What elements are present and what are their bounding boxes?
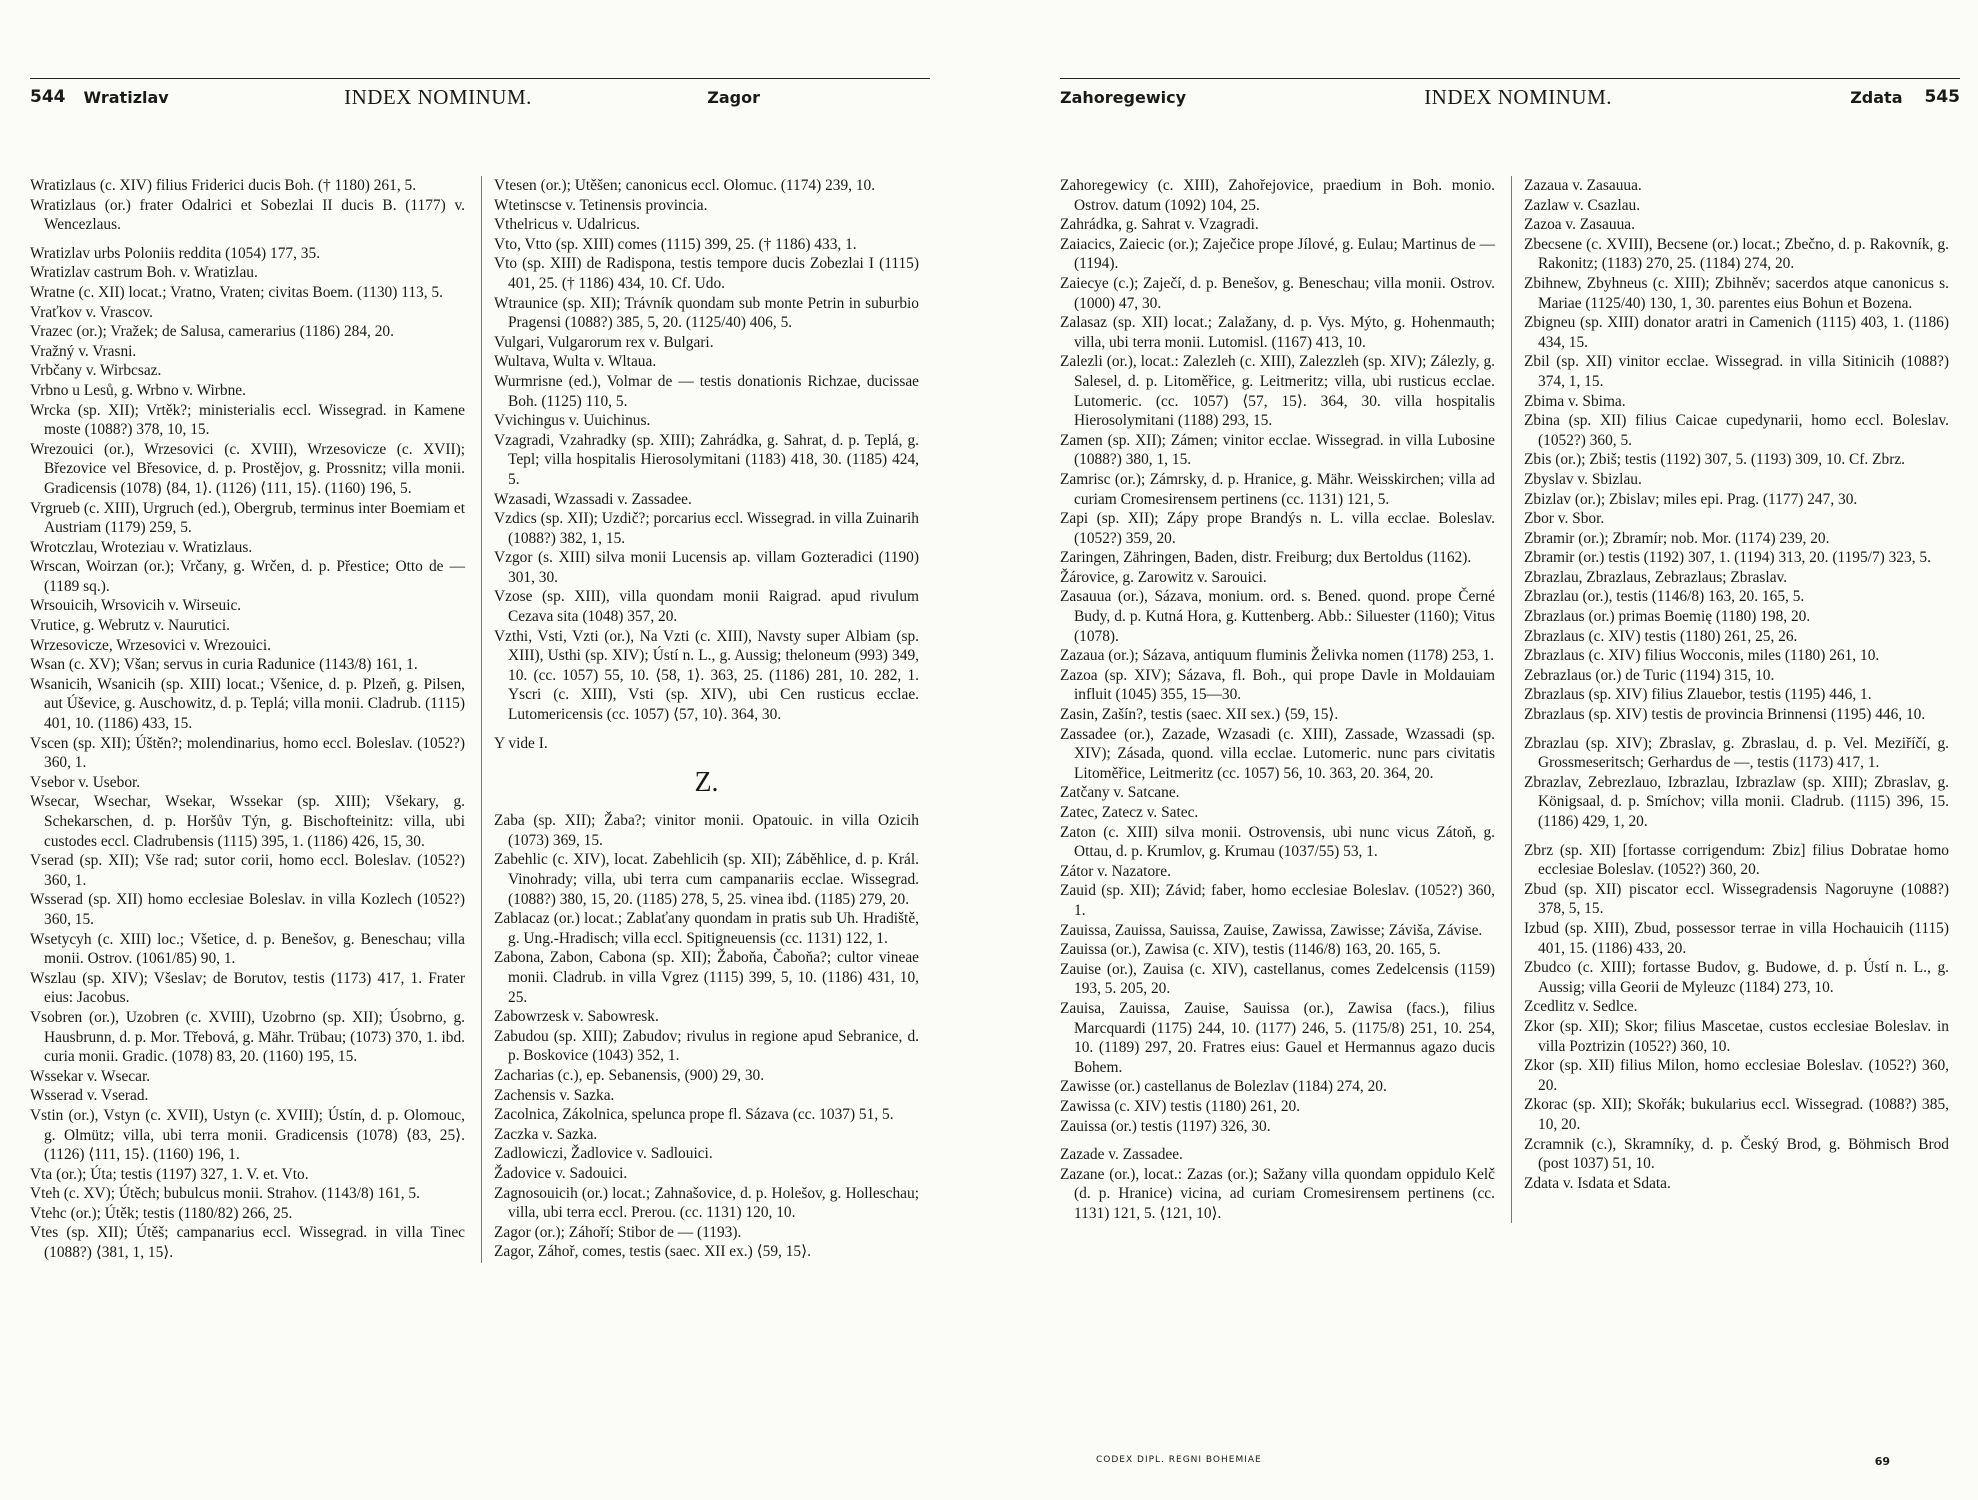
- index-entry: Zassadee (or.), Zazade, Wzasadi (c. XIII), Zassade, Wzassadi (sp. XIV); Zásada, quond. villa ecclae. Lutomeric. nunc pars civitatis Litoměřice, Leitmeritz (cc. 1057) 56, 10. 363, 20. 364, 20.: [1060, 725, 1495, 782]
- left-page-number: 544: [30, 87, 66, 107]
- index-entry: Žárovice, g. Zarowitz v. Sarouici.: [1060, 568, 1267, 586]
- right-headword-end: Zdata: [1850, 87, 1903, 107]
- index-entry: Zebrazlaus (or.) de Turic (1194) 315, 10.: [1524, 666, 1775, 684]
- index-entry: Wratizlaus (or.) frater Odalrici et Sobezlai II ducis B. (1177) v. Wencezlaus.: [30, 196, 465, 234]
- index-entry: Zkorac (sp. XII); Skořák; bukularius eccl. Wissegrad. (1088?) 385, 10, 20.: [1524, 1096, 1949, 1133]
- index-entry: Žadovice v. Sadouici.: [494, 1164, 628, 1182]
- index-entry: Wratne (c. XII) locat.; Vratno, Vraten; civitas Boem. (1130) 113, 5.: [30, 283, 443, 301]
- index-entry: Zauid (sp. XII); Závid; faber, homo ecclesiae Boleslav. (1052?) 360, 1.: [1060, 882, 1495, 919]
- right-page-number: 545: [1924, 87, 1960, 107]
- index-entry: Zbil (sp. XII) vinitor ecclae. Wissegrad. in villa Sitinicih (1088?) 374, 1, 15.: [1524, 353, 1949, 390]
- signature-number: 69: [1874, 1455, 1890, 1468]
- index-entry: Zbor v. Sbor.: [1524, 510, 1605, 528]
- index-entry: Vzgor (s. XIII) silva monii Lucensis ap. villam Gozteradici (1190) 301, 30.: [494, 549, 919, 586]
- index-entry: Zazaua (or.); Sázava, antiquum fluminis Želivka nomen (1178) 253, 1.: [1060, 647, 1495, 665]
- right-column-2: [1511, 176, 1949, 1223]
- right-headword-start: Zahoregewicy: [1060, 87, 1187, 107]
- index-entry: Wurmrisne (ed.), Volmar de — testis donationis Richzae, ducissae Boh. (1125) 110, 5.: [494, 372, 919, 410]
- index-entry: Zazoa (sp. XIV); Sázava, fl. Boh., qui prope Davle in Moldauiam influit (1045) 355, 15—30.: [1060, 666, 1495, 704]
- index-entry: Vsebor v. Usebor.: [30, 773, 141, 791]
- left-running-header: [30, 78, 930, 115]
- index-entry: Zbrazlaus (c. XIV) filius Wocconis, miles (1180) 261, 10.: [1524, 647, 1880, 665]
- left-headword-end: Zagor: [707, 87, 760, 107]
- index-entry: Zbrazlaus (sp. XIV) filius Zlauebor, testis (1195) 446, 1.: [1524, 686, 1872, 704]
- index-entry: Wsserad v. Vserad.: [30, 1087, 149, 1105]
- index-entry: Vzose (sp. XIII), villa quondam monii Raigrad. apud rivulum Cezava sita (1048) 357, 20.: [494, 588, 919, 626]
- left-headword-start: Wratizlav: [83, 87, 169, 107]
- index-entry: Zacharias (c.), ep. Sebanensis, (900) 29, 30.: [494, 1066, 765, 1084]
- index-entry: Wultava, Wulta v. Wltaua.: [494, 353, 657, 371]
- index-entry: Wratizlav urbs Poloniis reddita (1054) 177, 35.: [30, 244, 321, 262]
- index-entry: Zalezli (or.), locat.: Zalezleh (c. XIII), Zalezzleh (sp. XIV); Zálezly, g. Salesel, d. p. Litoměřice, g. Leitmeritz; villa, ubi rusticus ecclae. Lutomeric. (cc. 1057) ⟨57, 15⟩. 364, 30. villa hospitalis Hierosolymitani (1188) 293, 15.: [1060, 353, 1495, 430]
- index-entry: Vto (sp. XIII) de Radispona, testis tempore ducis Zobezlai I (1115) 401, 25. († 1186) 434, 10. Cf. Udo.: [494, 255, 919, 292]
- right-running-header: [1060, 78, 1960, 115]
- index-entry: Wsetycyh (c. XIII) loc.; Všetice, d. p. Benešov, g. Beneschau; villa monii. Ostrov. (1061/85) 90, 1.: [30, 930, 465, 968]
- index-entry: Zalasaz (sp. XII) locat.; Zalažany, d. p. Vys. Mýto, g. Hohenmauth; villa, ubi terra monii. Lutomisl. (1167) 413, 10.: [1060, 314, 1495, 351]
- index-entry: Wrzesovicze, Wrzesovici v. Wrezouici.: [30, 636, 272, 654]
- index-entry: Zauissa (or.) testis (1197) 326, 30.: [1060, 1117, 1271, 1135]
- index-entry: Zadlowiczi, Žadlovice v. Sadlouici.: [494, 1145, 713, 1163]
- index-entry: Vrutice, g. Webrutz v. Naurutici.: [30, 617, 230, 635]
- index-entry: Zauise (or.), Zauisa (c. XIV), castellanus, comes Zedelcensis (1159) 193, 5. 205, 20.: [1060, 960, 1495, 998]
- index-entry: Zazane (or.), locat.: Zazas (or.); Sažany villa quondam oppidulo Kelč (d. p. Hranice) vicina, ad curiam Cromesirensem pertinens (cc. 1131) 121, 5. ⟨121, 10⟩.: [1060, 1165, 1495, 1222]
- index-entry: Wzasadi, Wzassadi v. Zassadee.: [494, 490, 692, 508]
- index-entry: Zatec, Zatecz v. Satec.: [1060, 804, 1199, 821]
- index-entry: Vsobren (or.), Uzobren (c. XVIII), Uzobrno (sp. XII); Úsobrno, g. Hausbrunn, d. p. Mor. Třebová, g. Mähr. Trübau; (1073) 370, 1. ibd. curia monii. Gradic. (1078) 83, 20. (1160) 195, 15.: [30, 1008, 465, 1066]
- index-entry: Zauissa, Zauissa, Sauissa, Zauise, Zawissa, Zawisse; Záviša, Závise.: [1060, 921, 1483, 939]
- right-page: [1060, 0, 1960, 1500]
- index-entry: Vražný v. Vrasni.: [30, 342, 137, 360]
- index-entry: Wrcka (sp. XII); Vrtěk?; ministerialis eccl. Wissegrad. in Kamene moste (1088?) 378, 10, 15.: [30, 401, 465, 439]
- index-entry: Zaiacics, Zaiecic (or.); Zaječice prope Jílové, g. Eulau; Martinus de — (1194).: [1060, 235, 1495, 273]
- index-entry: Vraťkov v. Vrascov.: [30, 303, 153, 321]
- left-page-title: INDEX NOMINUM.: [344, 84, 532, 109]
- section-letter: Z.: [694, 767, 719, 799]
- index-entry: Izbud (sp. XIII), Zbud, possessor terrae in villa Hochauicih (1115) 401, 15. (1186) 433, 20.: [1524, 919, 1949, 957]
- index-entry: Zasin, Zašín?, testis (saec. XII sex.) ⟨59, 15⟩.: [1060, 706, 1339, 724]
- index-entry: Zazade v. Zassadee.: [1060, 1146, 1183, 1164]
- index-entry: Zbrazlav, Zebrezlauo, Izbrazlau, Izbrazlaw (sp. XIII); Zbraslav, g. Königsaal, d. p. Smíchov; villa monii. Cladrub. (1115) 396, 15. (1186) 429, 1, 20.: [1524, 773, 1949, 830]
- index-entry: Zauisa, Zauissa, Zauise, Sauissa (or.), Zawisa (facs.), filius Marcquardi (1175) 244, 10. (1177) 246, 5. (1175/8) 251, 10. 254, 10. (1189) 297, 20. Fratres eius: Gauel et Hermannus agazo ducis Bohem.: [1060, 999, 1495, 1076]
- index-entry: Wratizlaus (c. XIV) filius Friderici ducis Boh. († 1180) 261, 5.: [30, 177, 417, 194]
- index-entry: Zbrazlaus (sp. XIV) testis de provincia Brinnensi (1195) 446, 10.: [1524, 706, 1926, 724]
- index-entry: Vto, Vtto (sp. XIII) comes (1115) 399, 25. († 1186) 433, 1.: [494, 235, 857, 253]
- index-entry: Vserad (sp. XII); Vše rad; sutor corii, homo eccl. Boleslav. (1052?) 360, 1.: [30, 852, 465, 889]
- index-entry: Zbramir (or.); Zbramír; nob. Mor. (1174) 239, 20.: [1524, 529, 1830, 547]
- left-column-2: [481, 176, 919, 1263]
- index-entry: Wrscan, Woirzan (or.); Vrčany, g. Wrčen, d. p. Přestice; Otto de — (1189 sq.).: [30, 558, 465, 595]
- index-entry: Zazaua v. Zasauua.: [1524, 177, 1642, 194]
- index-entry: Zabehlic (c. XIV), locat. Zabehlicih (sp. XII); Záběhlice, d. p. Král. Vinohrady; villa, ubi terra cum campanariis ecclae. Wissegrad. (1088?) 380, 15, 20. (1185) 278, 5, 25. vinea ibd. (1185) 279, 20.: [494, 851, 919, 908]
- index-entry: Zawisse (or.) castellanus de Bolezlav (1184) 274, 20.: [1060, 1078, 1387, 1096]
- index-entry: Zaringen, Zähringen, Baden, distr. Freiburg; dux Bertoldus (1162).: [1060, 549, 1472, 567]
- index-entry: Vscen (sp. XII); Úštěn?; molendinarius, homo eccl. Boleslav. (1052?) 360, 1.: [30, 734, 465, 772]
- index-entry: Zagnosouicih (or.) locat.; Zahnašovice, d. p. Holešov, g. Holleschau; villa, ubi terra eccl. Prerou. (cc. 1131) 120, 10.: [494, 1184, 919, 1222]
- index-entry: Wtetinscse v. Tetinensis provincia.: [494, 196, 708, 214]
- index-entry: Zabona, Zabon, Cabona (sp. XII); Žaboňa, Čaboňa?; cultor vineae monii. Cladrub. in villa Vgrez (1115) 399, 5, 10. (1186) 431, 10, 25.: [494, 949, 919, 1006]
- right-columns: [1060, 176, 1960, 1223]
- index-entry: Zbis (or.); Zbiš; testis (1192) 307, 5. (1193) 309, 10. Cf. Zbrz.: [1524, 451, 1906, 469]
- index-entry: Zbizlav (or.); Zbislav; miles epi. Prag. (1177) 247, 30.: [1524, 490, 1858, 508]
- index-entry: Zbima v. Sbima.: [1524, 392, 1626, 410]
- index-entry: Zablacaz (or.) locat.; Zablaťany quondam in pratis sub Uh. Hradiště, g. Ung.-Hradisch; villa eccl. Spitigneuensis (cc. 1131) 122, 1.: [494, 910, 919, 947]
- index-entry: Vzthi, Vsti, Vzti (or.), Na Vzti (c. XIII), Navsty super Albiam (sp. XIII), Usthi (sp. XIV); Ústí n. L., g. Aussig; theloneum (993) 349, 10. (cc. 1057) 55, 10. ⟨58, 1⟩. 363, 25. (1186) 281, 10. 282, 1. Yscri (c. XIII), Vsti (sp. XIV), ubi Cen rusticus ecclae. Lutomericensis (cc. 1057) ⟨57, 10⟩. 364, 30.: [494, 627, 919, 724]
- index-entry: Zbigneu (sp. XIII) donator aratri in Camenich (1115) 403, 1. (1186) 434, 15.: [1524, 314, 1949, 351]
- index-entry: Vtes (sp. XII); Útěš; campanarius eccl. Wissegrad. in villa Tinec (1088?) ⟨381, 1, 15⟩.: [30, 1224, 465, 1262]
- index-entry: Wssekar v. Wsecar.: [30, 1067, 151, 1085]
- index-entry: Vstin (or.), Vstyn (c. XVII), Ustyn (c. XVIII); Ústín, d. p. Olomouc, g. Olmütz; villa, ubi terra monii. Gradicensis (1078) ⟨83, 25⟩. (1126) ⟨111, 15⟩. (1160) 196, 1.: [30, 1106, 465, 1164]
- index-entry: Zbina (sp. XII) filius Caicae cupedynarii, homo eccl. Boleslav. (1052?) 360, 5.: [1524, 412, 1949, 449]
- index-entry: Vzagradi, Vzahradky (sp. XIII); Zahrádka, g. Sahrat, d. p. Teplá, g. Tepl; villa hospitalis Hierosolymitani (1183) 418, 30. (1185) 424, 5.: [494, 431, 919, 488]
- left-columns: [30, 176, 930, 1263]
- index-entry: Zbrazlau (sp. XIV); Zbraslav, g. Zbraslau, d. p. Vel. Meziříčí, g. Grossmeseritsch; Gerhardus de —, testis (1173) 417, 1.: [1524, 734, 1949, 772]
- right-page-title: INDEX NOMINUM.: [1424, 84, 1613, 109]
- index-entry: Y vide I.: [494, 734, 548, 752]
- index-entry: Zaiecye (c.); Zaječí, d. p. Benešov, g. Beneschau; villa monii. Ostrov. (1000) 47, 30.: [1060, 274, 1495, 312]
- index-entry: Zagor (or.); Záhoří; Stibor de — (1193).: [494, 1223, 742, 1241]
- index-entry: Zazoa v. Zasauua.: [1524, 216, 1635, 234]
- index-entry: Zbramir (or.) testis (1192) 307, 1. (1194) 313, 20. (1195/7) 323, 5.: [1524, 549, 1931, 567]
- index-entry: Zabowrzesk v. Sabowresk.: [494, 1008, 659, 1026]
- index-entry: Vzdics (sp. XII); Uzdič?; porcarius eccl. Wissegrad. in villa Zuinarih (1088?) 382, 1, 15.: [494, 510, 919, 547]
- index-entry: Wrsouicih, Wrsovicih v. Wirseuic.: [30, 597, 242, 615]
- index-entry: Wsanicih, Wsanicih (sp. XIII) locat.; Všenice, d. p. Plzeň, g. Pilsen, aut Úševice, g. Auschowitz, d. p. Teplá; villa monii. Cladrub. (1115) 401, 10. (1186) 433, 15.: [30, 675, 465, 733]
- index-entry: Zabudou (sp. XIII); Zabudov; rivulus in regione apud Sebranice, d. p. Boskovice (1043) 352, 1.: [494, 1027, 919, 1065]
- index-entry: Vteh (c. XV); Útěch; bubulcus monii. Strahov. (1143/8) 161, 5.: [30, 1185, 420, 1203]
- index-entry: Zcramnik (c.), Skramníky, d. p. Český Brod, g. Böhmisch Brod (post 1037) 51, 10.: [1524, 1135, 1949, 1173]
- index-entry: Zahoregewicy (c. XIII), Zahořejovice, praedium in Boh. monio. Ostrov. datum (1092) 104, 25.: [1060, 177, 1495, 214]
- index-entry: Zagor, Záhoř, comes, testis (saec. XII ex.) ⟨59, 15⟩.: [494, 1243, 811, 1261]
- index-entry: Zbrazlaus (or.) primas Boemię (1180) 198, 20.: [1524, 608, 1811, 626]
- index-entry: Zbudco (c. XIII); fortasse Budov, g. Budowe, d. p. Ústí n. L., g. Aussig; villa Georii de Myleuzc (1184) 273, 10.: [1524, 959, 1949, 996]
- index-entry: Vta (or.); Úta; testis (1197) 327, 1. V. et. Vto.: [30, 1165, 309, 1183]
- index-entry: Vvichingus v. Uuichinus.: [494, 412, 651, 430]
- index-entry: Zbyslav v. Sbizlau.: [1524, 470, 1642, 488]
- index-entry: Zasauua (or.), Sázava, monium. ord. s. Bened. quond. prope Černé Budy, d. p. Kutná Hora, g. Kuttenberg. Abb.: Siluester (1160); Vitus (1078).: [1060, 588, 1495, 645]
- index-entry: Zbrazlau (or.), testis (1146/8) 163, 20. 165, 5.: [1524, 588, 1805, 606]
- left-page: [30, 0, 930, 1500]
- index-entry: Zcedlitz v. Sedlce.: [1524, 998, 1638, 1016]
- index-entry: Zatčany v. Satcane.: [1060, 784, 1180, 802]
- signature-mark: CODEX DIPL. REGNI BOHEMIAE: [1096, 1455, 1262, 1465]
- index-entry: Wsserad (sp. XII) homo ecclesiae Boleslav. in villa Kozlech (1052?) 360, 15.: [30, 891, 465, 928]
- index-entry: Zamrisc (or.); Zámrsky, d. p. Hranice, g. Mähr. Weisskirchen; villa ad curiam Cromesirensem pertinens (cc. 1131) 121, 5.: [1060, 470, 1495, 508]
- index-entry: Vrbčany v. Wirbcsaz.: [30, 362, 162, 380]
- index-entry: Zbud (sp. XII) piscator eccl. Wissegradensis Nagoruyne (1088?) 378, 5, 15.: [1524, 880, 1949, 918]
- index-entry: Zbrazlau, Zbrazlaus, Zebrazlaus; Zbraslav.: [1524, 568, 1788, 586]
- index-entry: Wsecar, Wsechar, Wsekar, Wssekar (sp. XIII); Všekary, g. Schekarschen, d. p. Horšův Týn, g. Bischofteinitz: villa, ubi custodes eccl. Cladrubensis (1115) 395, 1. (1186) 426, 15, 30.: [30, 793, 465, 850]
- index-entry: Zaczka v. Sazka.: [494, 1125, 598, 1143]
- index-entry: Zahrádka, g. Sahrat v. Vzagradi.: [1060, 216, 1259, 234]
- index-entry: Wsan (c. XV); Všan; servus in curia Radunice (1143/8) 161, 1.: [30, 656, 418, 674]
- index-entry: Zbihnew, Zbyhneus (c. XIII); Zbihněv; sacerdos atque canonicus s. Mariae (1125/40) 130, 1, 30. parentes eius Bohun et Bozena.: [1524, 274, 1949, 312]
- index-entry: Zkor (sp. XII); Skor; filius Mascetae, custos ecclesiae Boleslav. in villa Poztrizin (1052?) 360, 10.: [1524, 1017, 1949, 1055]
- index-entry: Zazlaw v. Csazlau.: [1524, 196, 1641, 214]
- index-entry: Wszlau (sp. XIV); Všeslav; de Borutov, testis (1173) 417, 1. Frater eius: Jacobus.: [30, 969, 465, 1007]
- index-entry: Zachensis v. Sazka.: [494, 1086, 615, 1104]
- index-entry: Zbrz (sp. XII) [fortasse corrigendum: Zbiz] filius Dobratae homo ecclesiae Boleslav. (1052?) 360, 20.: [1524, 841, 1949, 879]
- index-entry: Wtraunice (sp. XII); Trávník quondam sub monte Petrin in suburbio Pragensi (1088?) 385, 5, 20. (1125/40) 406, 5.: [494, 294, 919, 332]
- index-entry: Zaba (sp. XII); Žaba?; vinitor monii. Opatouic. in villa Ozicih (1073) 369, 15.: [494, 812, 919, 849]
- index-entry: Vulgari, Vulgarorum rex v. Bulgari.: [494, 333, 714, 351]
- index-entry: Zátor v. Nazatore.: [1060, 862, 1171, 880]
- left-column-1: [30, 176, 465, 1263]
- index-entry: Vtesen (or.); Utěšen; canonicus eccl. Olomuc. (1174) 239, 10.: [494, 177, 876, 194]
- index-entry: Vrbno u Lesů, g. Wrbno v. Wirbne.: [30, 381, 246, 399]
- index-entry: Zapi (sp. XII); Zápy prope Brandýs n. L. villa ecclae. Boleslav. (1052?) 359, 20.: [1060, 510, 1495, 547]
- index-entry: Wrotczlau, Wroteziau v. Wratizlaus.: [30, 538, 253, 556]
- index-entry: Zamen (sp. XII); Zámen; vinitor ecclae. Wissegrad. in villa Lubosine (1088?) 380, 1, 15.: [1060, 431, 1495, 469]
- index-entry: Zauissa (or.), Zawisa (c. XIV), testis (1146/8) 163, 20. 165, 5.: [1060, 941, 1441, 959]
- right-column-1: [1060, 176, 1495, 1223]
- index-entry: Zkor (sp. XII) filius Milon, homo ecclesiae Boleslav. (1052?) 360, 20.: [1524, 1057, 1949, 1094]
- index-entry: Zacolnica, Zákolnica, spelunca prope fl. Sázava (cc. 1037) 51, 5.: [494, 1106, 894, 1124]
- index-entry: Wrezouici (or.), Wrzesovici (c. XVIII), Wrzesovicze (c. XVII); Březovice vel Břesovice, d. p. Prostějov, g. Prossnitz; villa monii. Gradicensis (1078) ⟨84, 1⟩. (1126) ⟨111, 15⟩. (1160) 196, 5.: [30, 440, 465, 497]
- index-entry: Zdata v. Isdata et Sdata.: [1524, 1174, 1671, 1192]
- index-entry: Vrgrueb (c. XIII), Urgruch (ed.), Obergrub, terminus inter Boemiam et Austriam (1179) 259, 5.: [30, 499, 466, 537]
- index-entry: Vthelricus v. Udalricus.: [494, 216, 641, 234]
- right-page-footer: [1096, 1455, 1960, 1468]
- index-entry: Zbecsene (c. XVIII), Becsene (or.) locat.; Zbečno, d. p. Rakovník, g. Rakonitz; (1183) 270, 25. (1184) 274, 20.: [1524, 235, 1949, 273]
- index-entry: Wratizlav castrum Boh. v. Wratizlau.: [30, 264, 258, 282]
- index-entry: Vtehc (or.); Útěk; testis (1180/82) 266, 25.: [30, 1204, 293, 1222]
- index-entry: Zawissa (c. XIV) testis (1180) 261, 20.: [1060, 1097, 1301, 1115]
- index-entry: Zbrazlaus (c. XIV) testis (1180) 261, 25, 26.: [1524, 627, 1798, 645]
- index-entry: Zaton (c. XIII) silva monii. Ostrovensis, ubi nunc vicus Zátoň, g. Ottau, d. p. Krumlov, g. Krumau (1037/55) 53, 1.: [1060, 823, 1495, 861]
- index-entry: Vrazec (or.); Vražek; de Salusa, camerarius (1186) 284, 20.: [30, 323, 394, 341]
